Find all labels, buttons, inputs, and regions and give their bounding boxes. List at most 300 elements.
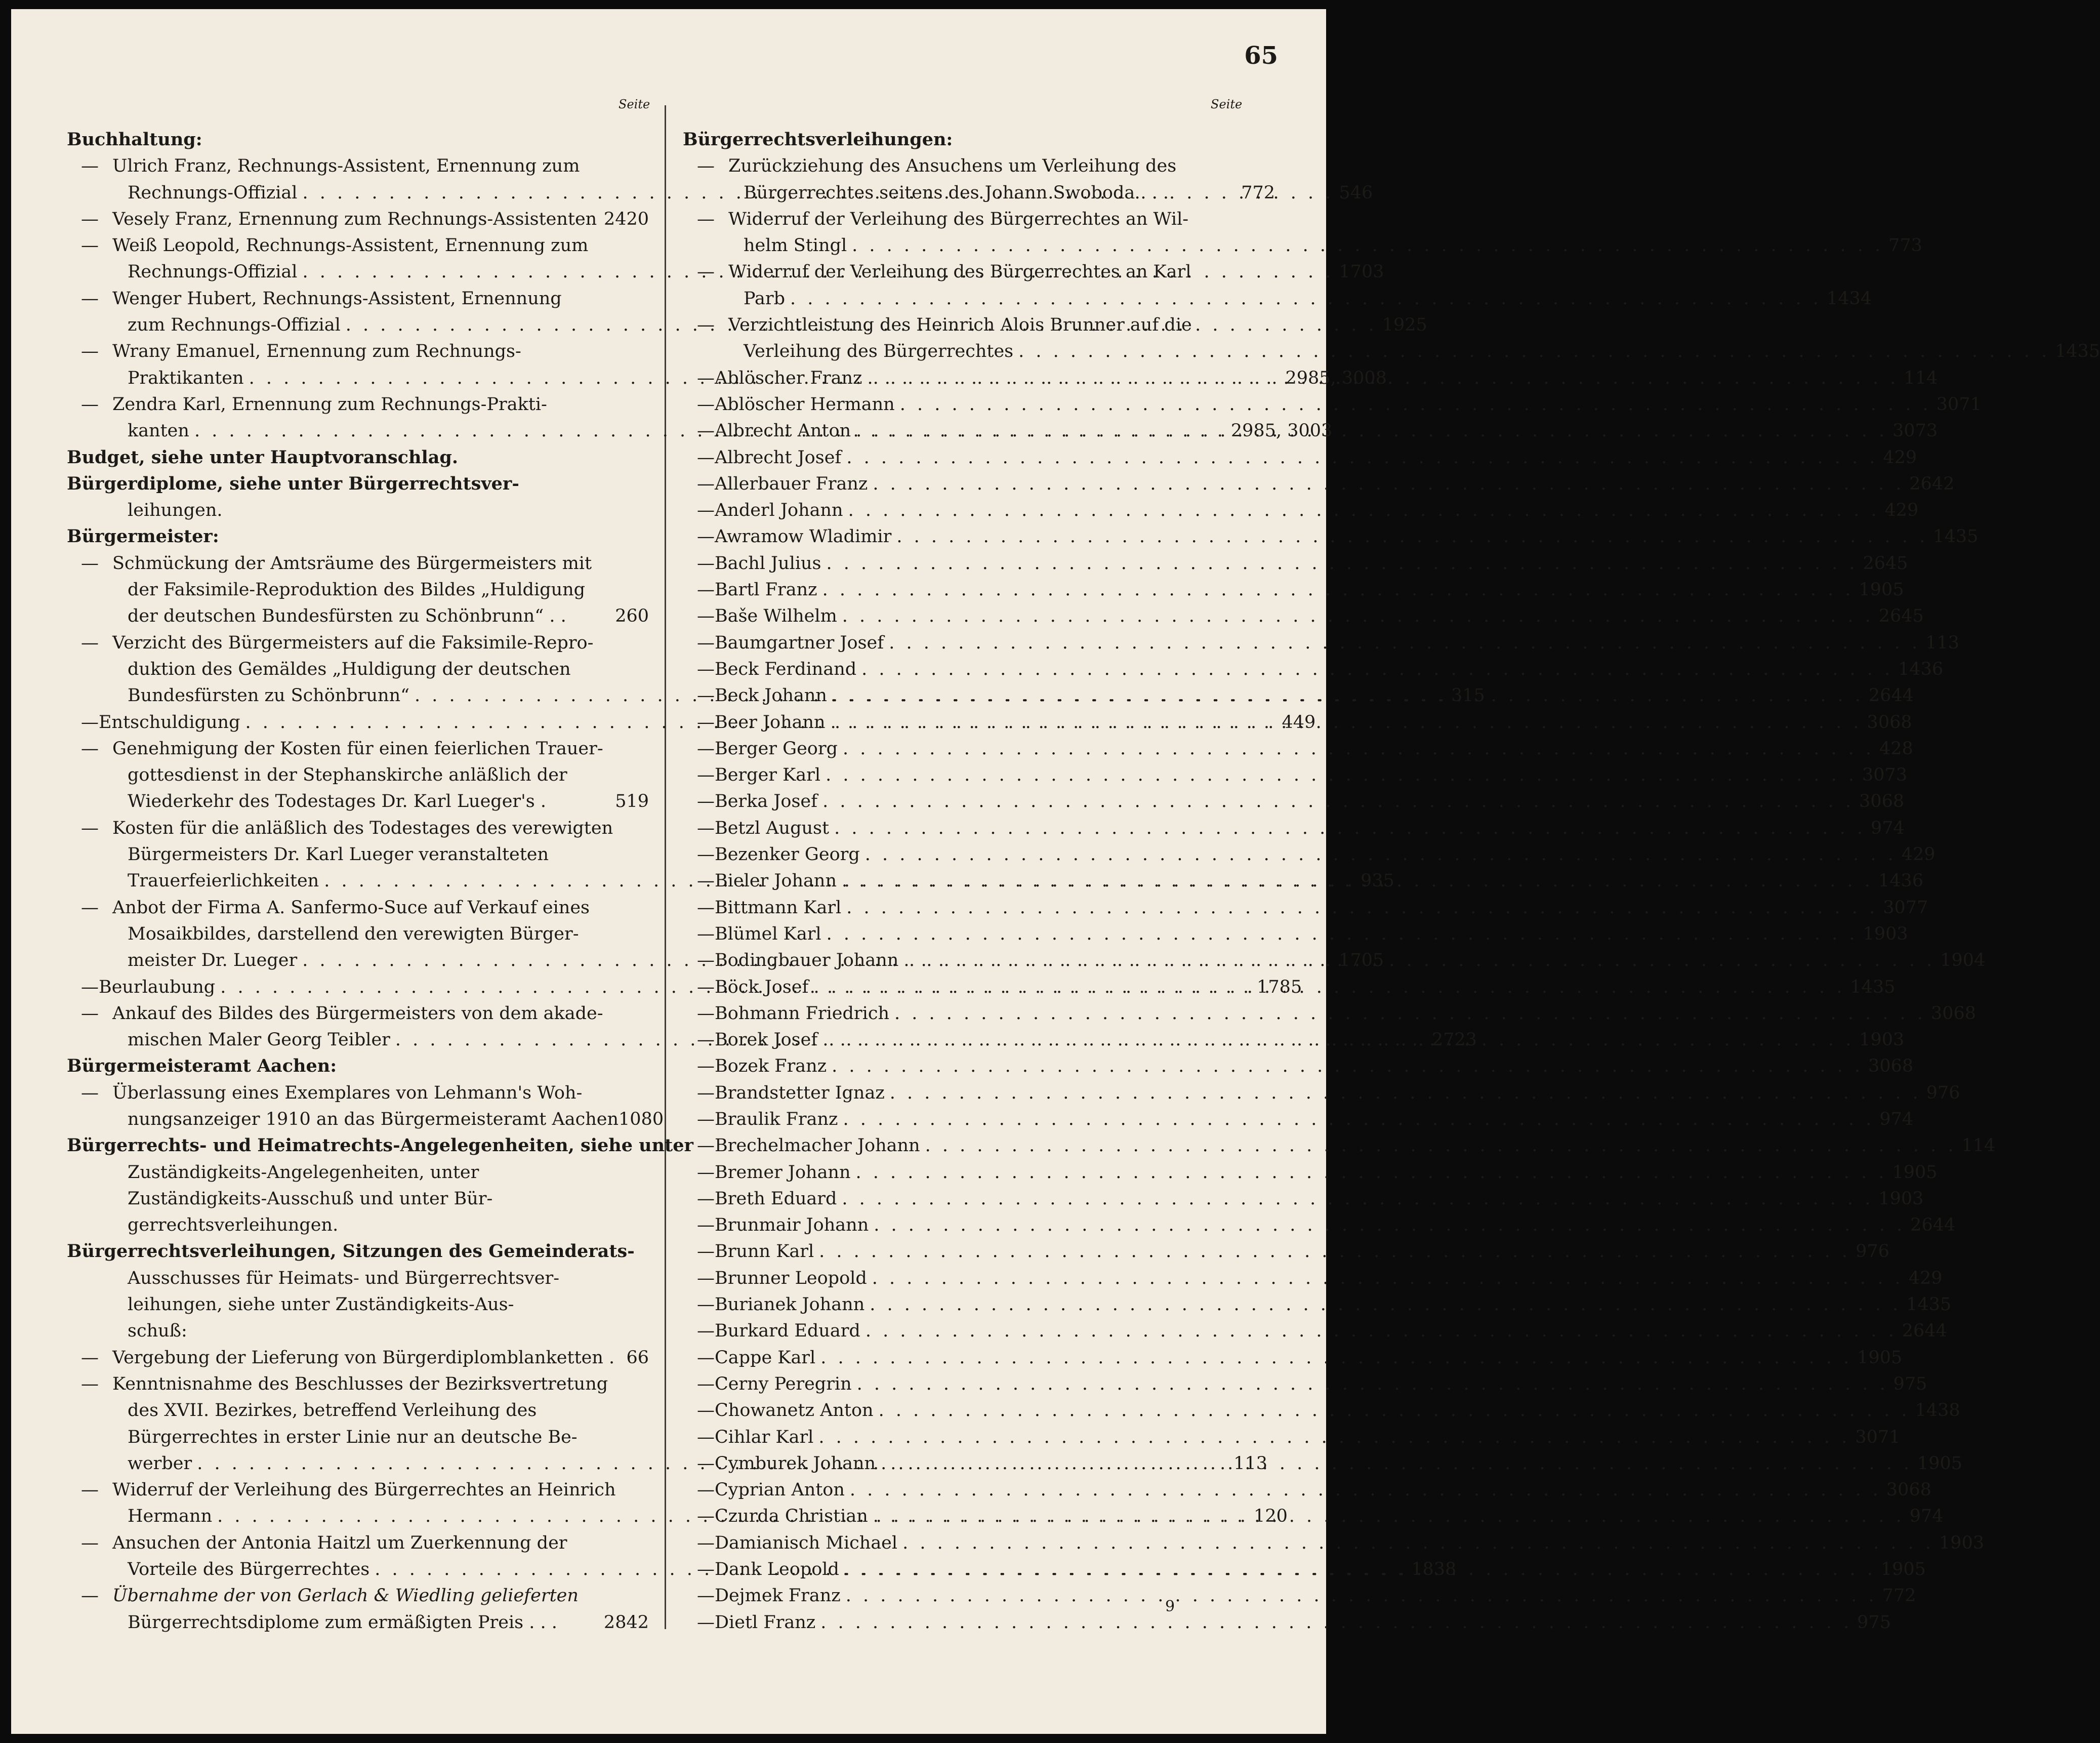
entry-dash: — [697,818,715,838]
entry-dash: — [697,1427,715,1447]
entry-text: Dank Leopold [715,1559,839,1580]
entry-text: Beck Johann [715,685,827,706]
entry-text: Bundesfürsten zu Schönbrunn“ [128,685,410,706]
index-entry [683,206,1275,232]
index-entry [67,841,649,868]
dot-leader [832,1053,1863,1079]
entry-dash: — [697,526,715,547]
entry-text: Widerruf der Verleihung des Bürgerrechtes an Karl [728,262,1191,282]
index-entry [683,286,1872,312]
right-seite-label: Seite [1211,97,1243,111]
index-entry [683,1583,1916,1609]
entry-text: Cappe Karl [715,1347,816,1368]
dot-leader [846,895,1878,921]
page-reference: 2420 [603,209,649,229]
entry-dash: — [697,871,715,891]
index-entry [683,656,1944,682]
dot-leader [813,974,1845,1000]
page-reference: 1903 [1859,1030,1905,1050]
entry-text: Cihlar Karl [715,1427,814,1447]
entry-dash: — [81,1003,99,1024]
page-reference: 1436 [1878,871,1923,891]
entry-dash: — [697,1162,715,1183]
entry-text: Parb [744,288,785,309]
page-reference: 519 [615,791,649,812]
entry-dash: — [697,368,715,388]
page-reference: 3068 [1867,712,1912,733]
index-entry [683,1371,1927,1397]
page-reference: 1438 [1915,1400,1960,1421]
index-entry [683,259,1275,285]
page-reference: 1905 [1857,1347,1903,1368]
dot-leader [827,550,1858,577]
entry-text: Ablöscher Hermann [715,394,895,415]
entry-dash: — [81,394,99,415]
entry-text: Damianisch Michael [715,1532,898,1553]
entry-text: Bremer Johann [715,1162,851,1183]
entry-dash: — [697,315,715,336]
entry-text: Burkard Eduard [715,1321,860,1342]
entry-text: Ansuchen der Antonia Haitzl um Zuerkennung der [112,1532,567,1553]
entry-dash: — [697,580,715,600]
dot-leader [890,1080,1921,1106]
index-entry [683,1477,1931,1503]
entry-text: Bürgerrechtes in erster Linie nur an deutsche Be- [128,1427,578,1447]
index-entry [67,1345,649,1371]
page-reference: 2644 [1868,685,1914,706]
entry-dash: — [81,553,99,574]
entry-text: Bürgermeisters Dr. Karl Lueger veranstalteten [128,844,549,865]
entry-text: Bürgerrechtsverleihungen, Sitzungen des Gemeinderats- [67,1241,635,1262]
page-reference: 1785 [1257,977,1302,997]
entry-dash: — [697,659,715,679]
index-entry [683,1450,1963,1477]
index-entry [683,1212,1956,1238]
entry-dash: — [697,712,715,733]
entry-text: Bezenker Georg [715,844,860,865]
entry-text: Verzicht des Bürgermeisters auf die Faksimile-Repro- [112,632,594,653]
index-heading [67,1238,649,1265]
dot-leader [822,577,1854,603]
page-reference: 1080 [619,1109,664,1129]
index-entry [67,286,649,312]
entry-dash: — [697,950,715,971]
entry-text: Baše Wilhelm [715,606,837,627]
entry-text: Bürgerrechtes seitens des Johann Swoboda . . . [744,182,1169,203]
page-reference: 2842 [603,1612,649,1633]
entry-dash: — [697,473,715,494]
entry-dash: — [81,235,99,256]
index-entry [683,1159,1938,1186]
entry-text: Anderl Johann [715,500,843,521]
index-entry [683,1186,1924,1212]
index-entry [67,895,649,921]
index-entry [683,577,1904,603]
entry-text: Buchhaltung: [67,129,202,150]
entry-dash: — [697,1586,715,1606]
index-entry [67,1080,649,1106]
dot-leader [818,1424,1850,1450]
page-reference: 2723 [1431,1030,1477,1050]
page-reference: 976 [1856,1241,1889,1262]
page-reference: 113 [1233,1453,1268,1474]
entry-text: Dietl Franz [715,1612,816,1633]
entry-text: duktion des Gemäldes „Huldigung der deutschen [128,659,571,679]
entry-dash: — [81,1373,99,1394]
page-reference: 2985, 3003 [1230,421,1333,441]
dot-leader [1018,338,2050,364]
index-entry [67,1318,649,1344]
page-number: 65 [1244,42,1278,70]
dot-leader [842,603,1874,629]
dot-leader [925,1132,1957,1159]
page-reference: 3071 [1855,1427,1901,1447]
entry-dash: — [697,1373,715,1394]
dot-leader [834,815,1866,841]
entry-dash: — [697,1532,715,1553]
page-reference: 772 [1241,182,1275,203]
dot-leader [819,1238,1850,1265]
entry-text: Rechnungs-Offizial [128,182,298,203]
entry-text: Bohmann Friedrich [715,1003,889,1024]
dot-leader [846,1583,1877,1609]
entry-dash: — [697,897,715,918]
entry-text: Bieler Johann [715,871,837,891]
entry-dash: — [697,1109,715,1129]
entry-dash: — [697,1030,715,1050]
page-reference: 976 [1926,1082,1960,1103]
entry-dash: — [697,1241,715,1262]
entry-dash: — [81,738,99,759]
entry-dash: — [697,1347,715,1368]
entry-text: Überlassung eines Exemplares von Lehmann's Woh- [112,1082,583,1103]
dot-leader [820,1609,1852,1636]
index-entry [67,206,649,232]
entry-dash: — [697,1453,715,1474]
page-reference: 114 [1961,1136,1996,1156]
page-reference: 1435 [1850,977,1896,997]
index-entry [67,1609,649,1636]
entry-dash: — [697,765,715,786]
index-page [11,9,2100,1734]
page-reference: 546 [1339,182,1373,203]
page-reference: 975 [1857,1612,1891,1633]
entry-text: Burianek Johann [715,1294,865,1315]
index-heading [67,523,649,550]
dot-leader [873,1503,1905,1529]
index-entry [683,1318,1947,1344]
page-reference: 429 [1883,447,1917,468]
entry-text: Cerny Peregrin [715,1373,852,1394]
index-entry [683,180,1275,206]
entry-text: leihungen, siehe unter Zuständigkeits-Aus- [128,1294,514,1315]
dot-leader [866,1318,1897,1344]
index-entry [683,1424,1901,1450]
index-entry [67,1212,649,1238]
index-entry [67,1265,649,1291]
dot-leader [903,947,1935,974]
entry-text: Allerbauer Franz [715,473,868,494]
entry-text: des XVII. Bezirkes, betreffend Verleihung des [128,1400,537,1421]
entry-dash: — [697,1294,715,1315]
page-reference: 1435 [1906,1294,1952,1315]
entry-text: Zendra Karl, Ernennung zum Rechnungs-Prakti- [112,394,547,415]
index-entry [683,312,1275,338]
entry-text: Brunn Karl [715,1241,814,1262]
entry-text: Dejmek Franz [715,1586,841,1606]
entry-text: der Faksimile-Reproduktion des Bildes „Huldigung [128,580,586,600]
dot-leader [889,630,1920,656]
entry-text: Widerruf der Verleihung des Bürgerrechtes an Heinrich [112,1480,616,1501]
dot-leader [848,497,1880,523]
dot-leader [831,709,1862,736]
entry-text: Rechnungs-Offizial [128,262,298,282]
entry-text: Awramow Wladimir [715,526,892,547]
index-entry [683,391,1982,418]
index-entry [67,1397,649,1424]
entry-dash: — [697,791,715,812]
entry-text: Beurlaubung [99,977,216,997]
index-entry [683,232,1922,259]
entry-text: Böck Josef [715,977,809,997]
page-reference: 3068 [1886,1480,1931,1501]
index-entry [683,895,1928,921]
page-reference: 773 [1888,235,1922,256]
entry-text: Bürgerrechtsdiplome zum ermäßigten Preis . . . [128,1612,557,1633]
index-entry [67,788,649,815]
entry-text: Cyprian Anton [715,1480,845,1501]
index-entry [683,1530,1985,1556]
index-entry [683,1238,1889,1265]
page-reference: 66 [626,1347,649,1368]
dot-leader [900,391,1931,418]
index-entry [683,1609,1891,1636]
index-entry [683,471,1955,497]
index-entry [67,1159,649,1186]
dot-leader [894,1000,1926,1027]
page-reference: 1903 [1939,1532,1985,1553]
entry-text: Anbot der Firma A. Sanfermo-Suce auf Verkauf eines [112,897,590,918]
dot-leader [867,365,1899,391]
index-entry [683,603,1924,629]
entry-text: schuß: [128,1321,187,1342]
dot-leader [857,1371,1888,1397]
page-reference: 3068 [1859,791,1905,812]
entry-text: Bozek Franz [715,1056,827,1077]
entry-dash: — [697,1400,715,1421]
entry-text: Trauerfeierlichkeiten [128,871,319,891]
entry-dash: — [697,1215,715,1236]
entry-dash: — [697,1056,715,1077]
index-entry [67,497,649,523]
entry-text: Vergebung der Lieferung von Bürgerdiplomblanketten . [112,1347,615,1368]
entry-dash: — [81,712,99,733]
page-reference: 1903 [1863,923,1908,944]
entry-text: Czurda Christian [715,1506,868,1527]
dot-leader [842,868,1873,894]
dot-leader [850,1477,1881,1503]
dot-leader [870,1291,1901,1318]
entry-text: Albrecht Anton [715,421,851,441]
entry-text: Breth Eduard [715,1188,837,1209]
dot-leader [874,1212,1905,1238]
page-reference: 1925 [1382,315,1427,336]
entry-text: nungsanzeiger 1910 an das Bürgermeisteramt Aachen [128,1109,619,1129]
entry-text: Chowanetz Anton [715,1400,874,1421]
entry-dash: — [697,156,715,177]
page-reference: 2645 [1863,553,1908,574]
entry-dash: — [697,685,715,706]
entry-dash: — [81,1586,99,1606]
index-entry [683,444,1917,471]
index-entry [67,630,649,656]
entry-text: Bachl Julius [715,553,821,574]
page-reference: 449 [1282,712,1316,733]
entry-text: Zurückziehung des Ansuchens um Verleihung des [728,156,1177,177]
entry-dash: — [697,209,715,229]
entry-text: Bittmann Karl [715,897,842,918]
entry-dash: — [697,1082,715,1103]
entry-text: Brunmair Johann [715,1215,869,1236]
entry-text: Borek Josef [715,1030,818,1050]
entry-text: Bürgerrechtsverleihungen: [683,129,953,150]
index-entry [683,1000,1977,1027]
index-heading [683,127,1275,153]
page-reference: 428 [1879,738,1913,759]
entry-text: kanten [128,421,189,441]
entry-dash: — [697,1559,715,1580]
entry-dash: — [81,341,99,362]
dot-leader [856,1159,1887,1186]
index-entry [67,1186,649,1212]
index-heading [67,471,649,497]
index-entry [683,630,1959,656]
index-heading [67,1132,693,1159]
entry-text: Ablöscher Franz [715,368,862,388]
page-reference: 3077 [1883,897,1928,918]
entry-dash: — [697,421,715,441]
entry-dash: — [697,1480,715,1501]
page-reference: 114 [1904,368,1938,388]
index-entry [67,1477,649,1503]
page-reference: 1434 [1826,288,1872,309]
page-reference: 1905 [1892,1162,1938,1183]
index-entry [67,815,649,841]
page-reference: 1905 [1917,1453,1963,1474]
index-entry [683,1397,1960,1424]
index-entry [67,656,649,682]
entry-dash: — [81,156,99,177]
entry-text: meister Dr. Lueger [128,950,298,971]
page-reference: 315 [1451,685,1485,706]
index-entry [683,153,1275,179]
entry-text: Braulik Franz [715,1109,838,1129]
entry-text: Blümel Karl [715,923,821,944]
index-entry [683,815,1905,841]
entry-dash: — [697,1003,715,1024]
page-reference: 429 [1901,844,1936,865]
page-reference: 3073 [1862,765,1908,786]
entry-text: Bürgerdiplome, siehe unter Bürgerrechtsver- [67,473,519,494]
left-seite-label: Seite [619,97,650,111]
entry-text: Mosaikbildes, darstellend den verewigten Bürger- [128,923,579,944]
entry-dash: — [697,977,715,997]
entry-text: der deutschen Bundesfürsten zu Schönbrunn“ . . [128,606,566,627]
dot-leader [790,286,1822,312]
entry-text: Brunner Leopold [715,1268,867,1288]
page-reference: 1705 [1339,950,1384,971]
entry-text: mischen Maler Georg Teibler [128,1030,390,1050]
entry-text: Praktikanten [128,368,244,388]
entry-text: Ausschusses für Heimats- und Bürgerrechtsver- [128,1268,560,1288]
entry-text: Wiederkehr des Todestages Dr. Karl Lueger's . [128,791,546,812]
page-reference: 260 [615,606,649,627]
entry-dash: — [697,632,715,653]
entry-text: Bartl Franz [715,580,817,600]
index-entry [683,1080,1960,1106]
entry-text: Ankauf des Bildes des Bürgermeisters von dem akade- [112,1003,603,1024]
entry-text: Zuständigkeits-Angelegenheiten, unter [128,1162,479,1183]
entry-text: leihungen. [128,500,223,521]
page-reference: 429 [1884,500,1919,521]
entry-text: Wenger Hubert, Rechnungs-Assistent, Ernennung [112,288,562,309]
page-reference: 974 [1879,1109,1914,1129]
index-entry [683,1106,1914,1132]
dot-leader [846,444,1878,471]
entry-dash: — [697,923,715,944]
entry-text: Hermann [128,1506,213,1527]
entry-dash: — [81,209,99,229]
entry-text: Kenntnisnahme des Beschlusses der Bezirksvertretung [112,1373,608,1394]
index-entry [67,1291,649,1318]
entry-text: Baumgartner Josef [715,632,884,653]
index-entry [683,523,1979,550]
entry-dash: — [697,1506,715,1527]
entry-dash: — [81,288,99,309]
dot-leader [873,471,1904,497]
dot-leader [856,418,1887,444]
entry-dash: — [81,1082,99,1103]
entry-text: Berger Georg [715,738,838,759]
index-entry [67,1000,649,1027]
entry-dash: — [697,1612,715,1633]
entry-text: Wrany Emanuel, Ernennung zum Rechnungs- [112,341,521,362]
entry-text: Übernahme der von Gerlach & Wiedling gelieferten [112,1586,579,1606]
page-reference: 1435 [1933,526,1979,547]
page-reference: 1435 [2055,341,2100,362]
entry-text: Zuständigkeits-Ausschuß und unter Bür- [128,1188,493,1209]
index-entry [683,550,1908,577]
page-reference: 772 [1882,1586,1916,1606]
page-reference: 1905 [1880,1559,1926,1580]
index-entry [683,1053,1914,1079]
dot-leader [827,921,1858,947]
page-reference: 1436 [1898,659,1944,679]
page-reference: 3071 [1936,394,1982,415]
dot-leader [881,1450,1912,1477]
index-entry [67,1583,649,1609]
page-reference: 429 [1908,1268,1943,1288]
entry-dash: — [697,1188,715,1209]
entry-dash: — [81,897,99,918]
index-entry [67,762,649,788]
index-entry [67,153,649,179]
page-reference: 2985, 3008 [1285,368,1387,388]
entry-dash: — [697,1136,715,1156]
entry-dash: — [697,262,715,282]
index-heading [67,1053,649,1079]
entry-dash: — [697,738,715,759]
